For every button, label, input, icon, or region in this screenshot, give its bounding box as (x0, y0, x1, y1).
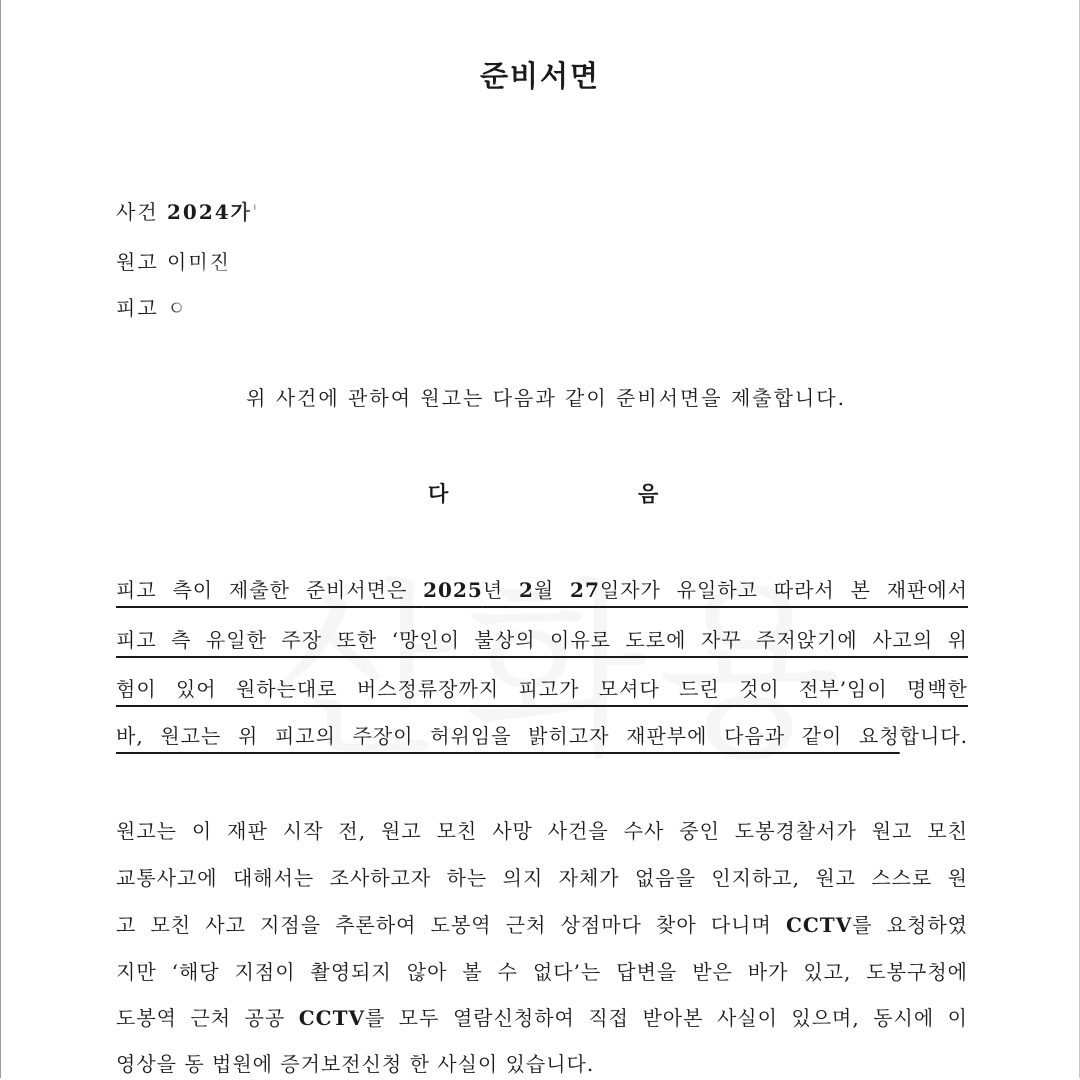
redaction-blur-case (262, 188, 382, 228)
paragraph2-line1: 원고는 이 재판 시작 전, 원고 모친 사망 사건을 수사 중인 도봉경찰서가 원고 모친 (116, 819, 968, 843)
case-number: 2024가 (167, 200, 252, 224)
defendant-label: 피고 (116, 296, 159, 320)
paragraph1-line3: 험이 있어 원하는대로 버스정류장까지 피고가 모셔다 드린 것이 전부’임이 명백한 (116, 677, 968, 701)
heading-da: 다 (428, 481, 449, 506)
plaintiff-line (116, 246, 231, 275)
intro-sentence: 위 사건에 관하여 원고는 다음과 같이 준비서면을 제출합니다. (246, 386, 846, 410)
plaintiff-name: 이미진 (167, 250, 231, 274)
redaction-blur-defendant (188, 282, 278, 322)
paragraph1-line1: 피고 측이 제출한 준비서면은 2025년 2월 27일자가 유일하고 따라서 본 재판에서 (116, 578, 968, 602)
defendant-name: ㅇ (167, 296, 189, 320)
paragraph2-line4: 지만 ‘해당 지점이 촬영되지 않아 볼 수 없다’는 답변을 받은 바가 있고, 도봉구청에 (116, 960, 968, 984)
plaintiff-label: 원고 (116, 250, 159, 274)
case-number-tail: ' (251, 200, 260, 224)
paragraph2-line3: 고 모친 사고 지점을 추론하여 도봉역 근처 상점마다 찾아 다니며 CCTV를 요청하였 (116, 913, 968, 937)
document-title: 준비서면 (479, 59, 601, 93)
watermark (270, 520, 851, 793)
paragraph1-line2: 피고 측 유일한 주장 또한 ‘망인이 불상의 이유로 도로에 자꾸 주저앉기에 사고의 위 (116, 628, 968, 652)
paragraph2-line6: 영상을 동 법원에 증거보전신청 한 사실이 있습니다. (116, 1052, 595, 1076)
case-label: 사건 (116, 200, 159, 224)
case-line (116, 196, 259, 225)
defendant-line (116, 292, 188, 321)
paragraph2-line5: 도봉역 근처 공공 CCTV를 모두 열람신청하여 직접 받아본 사실이 있으며, 동시에 이 (116, 1006, 968, 1030)
paragraph1-line4: 바, 원고는 위 피고의 주장이 허위임을 밝히고자 재판부에 다음과 같이 요청합니다. (116, 724, 968, 748)
heading-eum: 음 (638, 481, 659, 506)
paragraph2-line2: 교통사고에 대해서는 조사하고자 하는 의지 자체가 없음을 인지하고, 원고 스스로 원 (116, 866, 968, 890)
